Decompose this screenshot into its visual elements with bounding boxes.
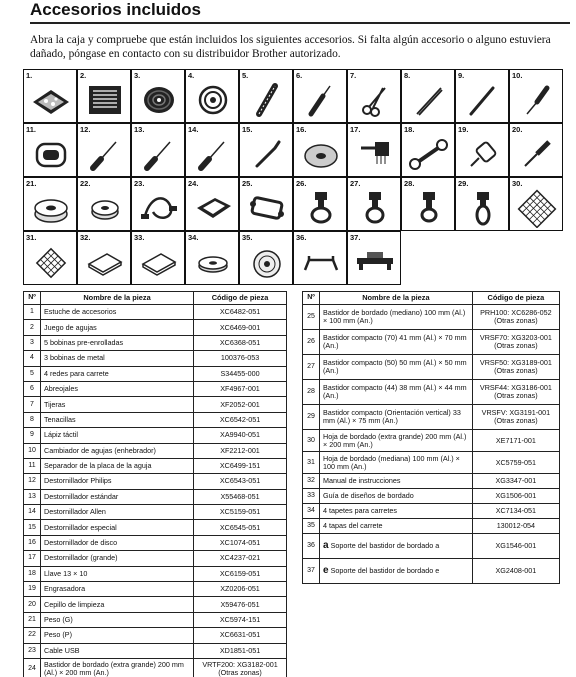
scissors-icon: [353, 80, 397, 120]
grid-cell: [293, 177, 347, 231]
row-part-name: 3 bobinas de metal: [41, 351, 194, 366]
header-part-name: Nombre de la pieza: [41, 292, 194, 305]
oiler-icon: [461, 134, 505, 174]
row-number: 17: [24, 551, 41, 566]
row-part-name: Tijeras: [41, 397, 194, 412]
grid-cell-number: 3.: [134, 71, 141, 80]
row-part-code: XA9940-051: [194, 428, 287, 443]
grid-row: [23, 177, 563, 231]
row-part-name: Cepillo de limpieza: [41, 597, 194, 612]
grid-cell-number: 20.: [512, 125, 523, 134]
intro-text: Abra la caja y compruebe que están incluidos los siguientes accesorios. Si falta algún accesorio o alguno estuviera dañado, póngase en contacto con su distribuidor Brother autorizado.: [30, 34, 551, 60]
embroidery-sheet-medium-icon: [29, 242, 73, 282]
grid-cell: [239, 177, 293, 231]
large-screwdriver-icon: [515, 134, 559, 174]
grid-cell-number: 5.: [242, 71, 249, 80]
compact-frame-44-icon: [407, 188, 451, 228]
row-part-name: Bastidor compacto (50) 50 mm (Al.) × 50 mm (An.): [320, 355, 473, 380]
weight-small-icon: [83, 188, 127, 228]
grid-cell-number: 28.: [404, 179, 415, 188]
grid-cell-number: 4.: [188, 71, 195, 80]
row-part-code: XE7171-001: [472, 430, 559, 452]
grid-cell: [185, 69, 239, 123]
header-part-code: Código de pieza: [472, 292, 559, 305]
row-part-code: XC1074-051: [194, 535, 287, 550]
needle-changer-icon: [515, 80, 559, 120]
row-number: 6: [24, 381, 41, 396]
row-part-code: XC6545-051: [194, 520, 287, 535]
grid-cell: [347, 123, 401, 177]
standard-screwdriver-icon: [137, 134, 181, 174]
row-number: 10: [24, 443, 41, 458]
grid-cell-number: 1.: [26, 71, 33, 80]
table-row: [24, 520, 287, 535]
row-part-name: Separador de la placa de la aguja: [41, 458, 194, 473]
table-row: [24, 305, 287, 320]
row-number: 31: [303, 452, 320, 474]
grid-cell: [293, 231, 347, 285]
row-number: 33: [303, 489, 320, 504]
table-row: [24, 320, 287, 335]
grid-cell: [293, 69, 347, 123]
row-part-code: XC6159-051: [194, 566, 287, 581]
grid-cell-number: 24.: [188, 179, 199, 188]
prewound-bobbins-icon: [137, 80, 181, 120]
row-number: 1: [24, 305, 41, 320]
grid-row: [23, 231, 563, 285]
row-part-code: XD1851-051: [194, 643, 287, 658]
row-number: 23: [24, 643, 41, 658]
table-row: [303, 430, 560, 452]
row-part-name: Destornillador de disco: [41, 535, 194, 550]
table-row: [24, 412, 287, 427]
row-part-name: Destornillador Allen: [41, 505, 194, 520]
grid-cell-number: 25.: [242, 179, 253, 188]
row-part-name: Hoja de bordado (mediana) 100 mm (Al.) × 100 mm (An.): [320, 452, 473, 474]
row-part-code: XC4237-021: [194, 551, 287, 566]
compact-frame-50-icon: [353, 188, 397, 228]
table-row: [24, 535, 287, 550]
row-number: 32: [303, 474, 320, 489]
row-part-name: Bastidor compacto (Orientación vertical) 33 mm (Al.) × 75 mm (An.): [320, 405, 473, 430]
table-row: [24, 597, 287, 612]
row-part-name: Peso (P): [41, 628, 194, 643]
accessory-grid: [23, 69, 563, 285]
disc-screwdriver-icon: [299, 134, 343, 174]
row-part-code: VRSF50: XG3189-001 (Otras zonas): [472, 355, 559, 380]
embroidery-sheet-xl-icon: [515, 188, 559, 228]
row-part-name: Engrasadora: [41, 582, 194, 597]
grid-cell: [23, 177, 77, 231]
row-part-name-cell: [320, 559, 473, 584]
table-row: [303, 452, 560, 474]
allen-screwdriver-icon: [191, 134, 235, 174]
grid-cell-number: 12.: [80, 125, 91, 134]
row-part-code: XF2052-001: [194, 397, 287, 412]
row-number: 5: [24, 366, 41, 381]
weight-large-icon: [29, 188, 73, 228]
row-part-code: XC6543-051: [194, 474, 287, 489]
table-row: [303, 405, 560, 430]
metal-bobbin-icon: [191, 80, 235, 120]
row-part-code: VRSF70: XG3203-001 (Otras zonas): [472, 330, 559, 355]
cleaning-brush-icon: [353, 134, 397, 174]
tweezers-icon: [407, 80, 451, 120]
table-row: [24, 551, 287, 566]
phillips-screwdriver-icon: [83, 134, 127, 174]
grid-cell: [455, 177, 509, 231]
table-row: [24, 458, 287, 473]
row-number: 26: [303, 330, 320, 355]
table-row: [24, 582, 287, 597]
row-number: 34: [303, 504, 320, 519]
table-row: [24, 428, 287, 443]
grid-cell: [185, 177, 239, 231]
table-row: [24, 381, 287, 396]
grid-cell-number: 9.: [458, 71, 465, 80]
seam-ripper-icon: [299, 80, 343, 120]
row-part-code: XC5974-151: [194, 612, 287, 627]
grid-cell-number: 6.: [296, 71, 303, 80]
table-row: [303, 534, 560, 559]
table-row: [303, 504, 560, 519]
accessory-case-icon: [29, 80, 73, 120]
row-part-name: Lápiz táctil: [41, 428, 194, 443]
grid-cell-number: 17.: [350, 125, 361, 134]
grid-cell-number: 22.: [80, 179, 91, 188]
grid-cell-number: 10.: [512, 71, 523, 80]
parts-table-left: [23, 291, 287, 677]
grid-cell: [131, 69, 185, 123]
row-number: 18: [24, 566, 41, 581]
table-row: [24, 397, 287, 412]
grid-cell-number: 33.: [134, 233, 145, 242]
row-part-code: XC5159-051: [194, 505, 287, 520]
title-divider: [30, 22, 570, 24]
grid-cell: [77, 69, 131, 123]
grid-cell: [77, 231, 131, 285]
grid-cell-number: 13.: [134, 125, 145, 134]
table-row: [24, 474, 287, 489]
row-part-name: Cambiador de agujas (enhebrador): [41, 443, 194, 458]
grid-cell: [347, 231, 401, 285]
row-part-name: Bastidor de bordado (mediano) 100 mm (Al.) × 100 mm (An.): [320, 305, 473, 330]
row-number: 16: [24, 535, 41, 550]
row-part-name: Bastidor de bordado (extra grande) 200 mm (Al.) × 200 mm (An.): [41, 658, 194, 677]
grid-cell-number: 2.: [80, 71, 87, 80]
row-part-name: 4 tapetes para carretes: [320, 504, 473, 519]
grid-cell: [23, 231, 77, 285]
table-row: [24, 489, 287, 504]
grid-row: [23, 69, 563, 123]
spool-pads-icon: [191, 242, 235, 282]
row-number: 2: [24, 320, 41, 335]
grid-cell: [347, 69, 401, 123]
grid-cell: [239, 123, 293, 177]
table-header-row: [24, 292, 287, 305]
instruction-manual-icon: [83, 242, 127, 282]
row-part-name: 4 tapas del carrete: [320, 519, 473, 534]
row-part-code: XG1506-001: [472, 489, 559, 504]
row-part-code: XC7134-051: [472, 504, 559, 519]
row-number: 37: [303, 559, 320, 584]
embroidery-frame-medium-icon: [245, 188, 289, 228]
grid-cell: [239, 69, 293, 123]
compact-frame-vertical-icon: [461, 188, 505, 228]
row-part-name: Abreojales: [41, 381, 194, 396]
row-part-code: XC6499-151: [194, 458, 287, 473]
row-part-name: Soporte del bastidor de bordado e: [330, 566, 440, 575]
row-number: 14: [24, 505, 41, 520]
table-row: [303, 305, 560, 330]
row-part-name: Soporte del bastidor de bordado a: [330, 541, 440, 550]
row-number: 11: [24, 458, 41, 473]
row-number: 30: [303, 430, 320, 452]
needle-set-icon: [83, 80, 127, 120]
grid-cell: [131, 231, 185, 285]
row-part-code: S34455-000: [194, 366, 287, 381]
row-number: 9: [24, 428, 41, 443]
embroidery-frame-xl-icon: [191, 188, 235, 228]
grid-cell: [77, 123, 131, 177]
row-part-name: Destornillador (grande): [41, 551, 194, 566]
table-row: [24, 612, 287, 627]
row-number: 22: [24, 628, 41, 643]
grid-cell-number: 19.: [458, 125, 469, 134]
table-row: [24, 351, 287, 366]
row-part-name: Peso (G): [41, 612, 194, 627]
table-row: [24, 566, 287, 581]
table-row: [303, 330, 560, 355]
table-row: [24, 643, 287, 658]
row-number: 29: [303, 405, 320, 430]
grid-cell-number: 34.: [188, 233, 199, 242]
grid-cell-number: 37.: [350, 233, 361, 242]
grid-cell-number: 26.: [296, 179, 307, 188]
spool-caps-icon: [245, 242, 289, 282]
row-part-code: VRSFV: XG3191-001 (Otras zonas): [472, 405, 559, 430]
grid-cell: [509, 123, 563, 177]
row-part-code: X55468-051: [194, 489, 287, 504]
row-number: 20: [24, 597, 41, 612]
frame-holder-e-icon: e: [323, 565, 328, 576]
grid-cell: [455, 69, 509, 123]
grid-cell-number: 14.: [188, 125, 199, 134]
row-number: 19: [24, 582, 41, 597]
row-number: 28: [303, 380, 320, 405]
row-number: 27: [303, 355, 320, 380]
row-part-code: XC6631-051: [194, 628, 287, 643]
frame-holder-a-icon: a: [323, 540, 328, 551]
touch-pen-icon: [461, 80, 505, 120]
row-part-name: Destornillador especial: [41, 520, 194, 535]
grid-cell: [401, 69, 455, 123]
grid-cell-number: 15.: [242, 125, 253, 134]
grid-cell: [23, 123, 77, 177]
row-part-name: Cable USB: [41, 643, 194, 658]
row-number: 25: [303, 305, 320, 330]
grid-cell: [347, 177, 401, 231]
grid-cell: [185, 231, 239, 285]
row-part-name: Bastidor compacto (70) 41 mm (Al.) × 70 mm (An.): [320, 330, 473, 355]
grid-cell-number: 8.: [404, 71, 411, 80]
grid-cell-number: 23.: [134, 179, 145, 188]
grid-cell-number: 16.: [296, 125, 307, 134]
grid-cell: [77, 177, 131, 231]
row-part-code: XG1546-001: [472, 534, 559, 559]
row-part-code: PRH100: XC6286-052 (Otras zonas): [472, 305, 559, 330]
row-part-name: Destornillador estándar: [41, 489, 194, 504]
grid-cell: [401, 177, 455, 231]
table-row: [303, 474, 560, 489]
row-number: 35: [303, 519, 320, 534]
table-row: [303, 559, 560, 584]
table-row: [24, 505, 287, 520]
row-part-code: 130012-054: [472, 519, 559, 534]
row-number: 24: [24, 658, 41, 677]
table-row: [303, 489, 560, 504]
header-part-code: Código de pieza: [194, 292, 287, 305]
grid-cell: [455, 123, 509, 177]
header-number: Nº: [303, 292, 320, 305]
parts-table-right: [302, 291, 560, 584]
table-row: [303, 355, 560, 380]
grid-cell-number: 11.: [26, 125, 37, 134]
design-guide-icon: [137, 242, 181, 282]
row-part-code: XF4967-001: [194, 381, 287, 396]
needle-plate-remover-icon: [29, 134, 73, 174]
row-part-name: Estuche de accesorios: [41, 305, 194, 320]
row-number: 4: [24, 351, 41, 366]
grid-cell-number: 36.: [296, 233, 307, 242]
row-number: 36: [303, 534, 320, 559]
row-number: 12: [24, 474, 41, 489]
row-part-name: Tenacillas: [41, 412, 194, 427]
row-part-code: VRSF44: XG3186-001 (Otras zonas): [472, 380, 559, 405]
row-part-name: Guía de diseños de bordado: [320, 489, 473, 504]
table-row: [303, 519, 560, 534]
compact-frame-70-icon: [299, 188, 343, 228]
grid-cell-number: 27.: [350, 179, 361, 188]
grid-cell-number: 29.: [458, 179, 469, 188]
grid-cell-number: 35.: [242, 233, 253, 242]
row-part-name: Bastidor compacto (44) 38 mm (Al.) × 44 mm (An.): [320, 380, 473, 405]
frame-holder-e-icon: [353, 242, 397, 282]
usb-cable-icon: [137, 188, 181, 228]
row-part-code: XZ0206-051: [194, 582, 287, 597]
spool-net-icon: [245, 80, 289, 120]
row-part-code: 100376-053: [194, 351, 287, 366]
row-part-name: 4 redes para carrete: [41, 366, 194, 381]
row-number: 13: [24, 489, 41, 504]
row-part-code: XC5759-051: [472, 452, 559, 474]
frame-holder-a-icon: [299, 242, 343, 282]
grid-row: [23, 123, 563, 177]
wrench-icon: [407, 134, 451, 174]
row-part-code: XF2212-001: [194, 443, 287, 458]
table-row: [303, 380, 560, 405]
row-number: 8: [24, 412, 41, 427]
row-part-code: XC6482-051: [194, 305, 287, 320]
table-row: [24, 628, 287, 643]
grid-cell-number: 32.: [80, 233, 91, 242]
row-part-code: XC6542-051: [194, 412, 287, 427]
table-row: [24, 335, 287, 350]
row-part-name: Llave 13 × 10: [41, 566, 194, 581]
special-screwdriver-icon: [245, 134, 289, 174]
grid-cell: [293, 123, 347, 177]
row-part-code: XC6469-001: [194, 320, 287, 335]
table-header-row: [303, 292, 560, 305]
grid-cell-number: 30.: [512, 179, 523, 188]
table-row: [24, 658, 287, 677]
grid-cell: [509, 69, 563, 123]
grid-cell-number: 18.: [404, 125, 415, 134]
row-part-name: 5 bobinas pre-enrolladas: [41, 335, 194, 350]
row-number: 15: [24, 520, 41, 535]
grid-cell: [131, 177, 185, 231]
row-number: 3: [24, 335, 41, 350]
row-part-code: XG2408-001: [472, 559, 559, 584]
grid-cell: [23, 69, 77, 123]
row-part-code: XG3347-001: [472, 474, 559, 489]
row-number: 7: [24, 397, 41, 412]
page-title: Accesorios incluidos: [30, 0, 201, 19]
row-part-name: Juego de agujas: [41, 320, 194, 335]
grid-cell-number: 31.: [26, 233, 37, 242]
table-row: [24, 443, 287, 458]
header-number: Nº: [24, 292, 41, 305]
grid-cell: [401, 123, 455, 177]
row-part-code: XC6368-051: [194, 335, 287, 350]
row-part-code: X59476-051: [194, 597, 287, 612]
row-part-name: Manual de instrucciones: [320, 474, 473, 489]
row-part-code: VRTF200: XG3182-001 (Otras zonas): [194, 658, 287, 677]
row-part-name: Hoja de bordado (extra grande) 200 mm (Al.) × 200 mm (An.): [320, 430, 473, 452]
grid-cell: [509, 177, 563, 231]
row-part-name: Destornillador Philips: [41, 474, 194, 489]
grid-cell-number: 7.: [350, 71, 357, 80]
grid-cell: [185, 123, 239, 177]
row-part-name-cell: [320, 534, 473, 559]
table-row: [24, 366, 287, 381]
grid-cell: [131, 123, 185, 177]
grid-cell: [239, 231, 293, 285]
grid-cell-number: 21.: [26, 179, 37, 188]
header-part-name: Nombre de la pieza: [320, 292, 473, 305]
row-number: 21: [24, 612, 41, 627]
